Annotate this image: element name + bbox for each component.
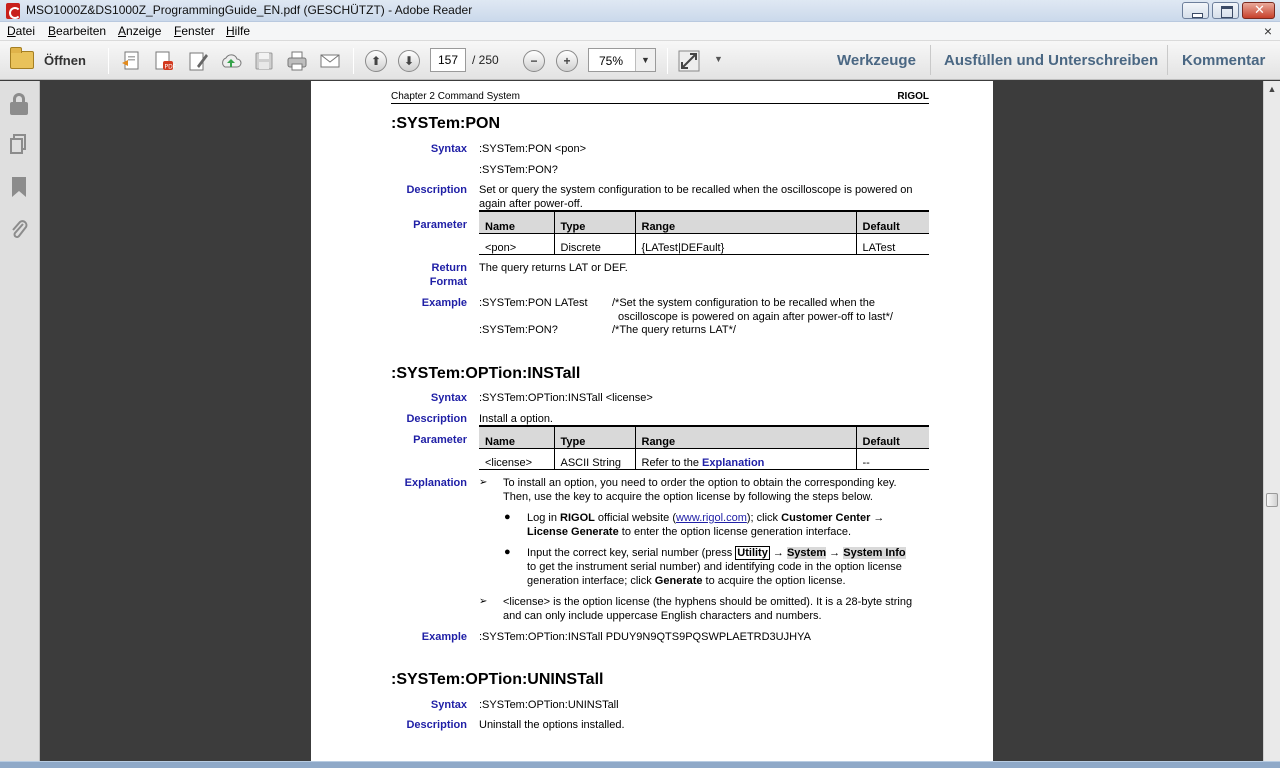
close-document-icon[interactable]: × — [1263, 23, 1272, 39]
zoom-value: 75% — [599, 54, 624, 68]
vertical-scrollbar[interactable] — [1263, 81, 1280, 761]
explanation-line: <license> is the option license (the hyphens should be omitted). It is a 28-byte string — [503, 596, 913, 608]
syntax-label: Syntax — [430, 699, 467, 711]
email-icon[interactable] — [319, 50, 341, 72]
return-text: The query returns LAT or DEF. — [479, 262, 628, 274]
return-label: Return — [431, 262, 467, 274]
table-header: Range — [635, 426, 856, 448]
description-label: Description — [406, 719, 467, 731]
example-label: Example — [421, 297, 467, 309]
adobe-reader-icon — [6, 3, 20, 19]
toolbar-separator — [353, 48, 354, 74]
minimize-button[interactable] — [1182, 2, 1209, 19]
explanation-line: and can only include uppercase English characters and numbers. — [503, 610, 822, 622]
table-header: Default — [856, 211, 929, 233]
menu-datei[interactable]: Datei — [7, 24, 36, 38]
navigation-pane — [0, 81, 40, 768]
parameter-table — [479, 210, 929, 255]
example-label: Example — [421, 631, 467, 643]
fill-and-sign-button[interactable]: Ausfüllen und Unterschreiben — [944, 52, 1159, 69]
description-text: Install a option. — [479, 413, 553, 425]
description-label: Description — [406, 413, 467, 425]
previous-page-button[interactable] — [365, 50, 387, 72]
bullet-line: Input the correct key, serial number (press Utility → System → System Info — [527, 547, 906, 559]
rigol-website-link[interactable]: www.rigol.com — [675, 512, 747, 524]
explanation-line: To install an option, you need to order the option to obtain the corresponding key. — [503, 477, 897, 489]
toolbar-more-icon[interactable]: ▼ — [714, 54, 723, 64]
close-icon: ✕ — [1254, 2, 1265, 17]
scroll-up-icon[interactable]: ▲ — [1267, 84, 1277, 94]
example-comment: /*The query returns LAT*/ — [612, 324, 736, 336]
bookmark-icon[interactable] — [10, 177, 28, 197]
toolbar-separator — [930, 45, 931, 75]
parameter-label: Parameter — [413, 434, 467, 446]
header-rule — [391, 103, 929, 104]
plus-icon: + — [563, 54, 571, 68]
print-icon[interactable] — [286, 50, 308, 72]
table-header: Name — [479, 211, 554, 233]
scroll-thumb[interactable] — [1266, 493, 1278, 507]
page-header-brand: RIGOL — [897, 91, 929, 102]
table-cell: LATest — [856, 233, 929, 254]
example-command: :SYSTem:OPTion:INSTall PDUY9N9QTS9PQSWPLAETRD3UJHYA — [479, 631, 811, 643]
document-viewport[interactable] — [41, 81, 1263, 768]
fit-page-icon[interactable] — [678, 50, 700, 72]
table-row — [479, 233, 929, 254]
explanation-text — [503, 476, 933, 504]
table-cell — [635, 448, 856, 469]
example-command: :SYSTem:PON? — [479, 324, 558, 336]
bullet-text — [527, 546, 931, 588]
toolbar-separator — [667, 48, 668, 74]
syntax-label: Syntax — [430, 392, 467, 404]
arrow-up-icon: ⬆ — [370, 54, 382, 68]
save-icon[interactable] — [253, 50, 275, 72]
table-cell: ASCII String — [554, 448, 635, 469]
next-page-button[interactable] — [398, 50, 420, 72]
attachment-icon[interactable] — [10, 219, 28, 239]
bullet-icon: ● — [504, 511, 511, 523]
window-title: MSO1000Z&DS1000Z_ProgrammingGuide_EN.pdf (GESCHÜTZT) - Adobe Reader — [26, 3, 473, 17]
syntax-text: :SYSTem:PON <pon> — [479, 143, 586, 155]
page-thumbnails-icon[interactable] — [10, 134, 28, 154]
explanation-text — [503, 595, 933, 623]
bullet-line: Log in RIGOL official website (www.rigol.com); click Customer Center → — [527, 512, 885, 524]
syntax-text: :SYSTem:OPTion:UNINSTall — [479, 699, 619, 711]
arrow-bullet-icon: ➢ — [479, 477, 488, 488]
taskbar — [0, 761, 1280, 768]
bullet-text — [527, 511, 931, 539]
arrow-down-icon: ⬇ — [403, 54, 415, 68]
page-total: / 250 — [472, 53, 499, 67]
syntax-text: :SYSTem:OPTion:INSTall <license> — [479, 392, 653, 404]
syntax-label: Syntax — [430, 143, 467, 155]
zoom-out-button[interactable] — [523, 50, 545, 72]
section-title: :SYSTem:PON — [391, 115, 501, 132]
explanation-label: Explanation — [404, 477, 467, 489]
description-text: Uninstall the options installed. — [479, 719, 625, 731]
create-pdf-icon[interactable] — [120, 50, 142, 72]
example-comment: oscilloscope is powered on again after power-off to last*/ — [618, 311, 893, 323]
description-text — [479, 183, 929, 211]
minus-icon: − — [530, 54, 538, 68]
bullet-icon: ● — [504, 546, 511, 558]
example-comment: /*Set the system configuration to be recalled when the — [612, 297, 875, 309]
section-title: :SYSTem:OPTion:INSTall — [391, 365, 581, 382]
description-line: Set or query the system configuration to be recalled when the oscilloscope is powered on — [479, 184, 913, 196]
table-header: Name — [479, 426, 554, 448]
open-folder-icon[interactable] — [10, 51, 34, 69]
table-row — [479, 448, 929, 469]
cloud-upload-icon[interactable] — [220, 50, 242, 72]
svg-text:PDF: PDF — [164, 63, 177, 71]
maximize-button[interactable] — [1212, 2, 1239, 19]
edit-pdf-icon[interactable] — [187, 50, 209, 72]
page-header-chapter: Chapter 2 Command System — [391, 91, 520, 102]
table-cell: <pon> — [479, 233, 554, 254]
chevron-down-icon[interactable]: ▼ — [635, 49, 655, 71]
tools-button[interactable]: Werkzeuge — [837, 52, 916, 69]
table-cell: {LATest|DEFault} — [635, 233, 856, 254]
section-title: :SYSTem:OPTion:UNINSTall — [391, 671, 604, 688]
table-cell: Discrete — [554, 233, 635, 254]
arrow-bullet-icon: ➢ — [479, 596, 488, 607]
parameter-label: Parameter — [413, 219, 467, 231]
table-cell-text: Refer to the — [641, 456, 699, 469]
table-header-row — [479, 211, 929, 233]
pdf-page — [311, 81, 993, 768]
zoom-select[interactable] — [588, 48, 656, 72]
menu-bearbeiten[interactable]: Bearbeiten — [48, 24, 107, 38]
menu-anzeige[interactable]: Anzeige — [118, 24, 162, 38]
export-pdf-icon[interactable] — [153, 50, 175, 72]
bullet-line: License Generate to enter the option license generation interface. — [527, 526, 852, 538]
table-cell: -- — [856, 448, 929, 469]
page-number-input[interactable] — [430, 48, 466, 72]
syntax-text: :SYSTem:PON? — [479, 164, 558, 176]
comment-button[interactable]: Kommentar — [1182, 52, 1266, 69]
toolbar-separator — [108, 48, 109, 74]
toolbar-separator — [1167, 45, 1168, 75]
description-line: again after power-off. — [479, 198, 583, 210]
parameter-table — [479, 425, 929, 470]
table-header: Range — [635, 211, 856, 233]
menu-fenster[interactable]: Fenster — [174, 24, 215, 38]
explanation-link[interactable]: Explanation — [702, 456, 765, 469]
example-command: :SYSTem:PON LATest — [479, 297, 588, 309]
table-header: Default — [856, 426, 929, 448]
format-label: Format — [429, 276, 467, 288]
explanation-line: Then, use the key to acquire the option license by following the steps below. — [503, 491, 873, 503]
menu-hilfe[interactable]: Hilfe — [226, 24, 251, 38]
zoom-in-button[interactable] — [556, 50, 578, 72]
lock-icon[interactable] — [10, 93, 28, 113]
table-header: Type — [554, 426, 635, 448]
table-header: Type — [554, 211, 635, 233]
table-header-row — [479, 426, 929, 448]
title-bar — [0, 0, 1280, 22]
bullet-line: generation interface; click Generate to acquire the option license. — [527, 575, 846, 587]
description-label: Description — [406, 184, 467, 196]
table-cell: <license> — [479, 448, 554, 469]
bullet-line: to get the instrument serial number) and identifying code in the option license — [527, 561, 902, 573]
open-button[interactable]: Öffnen — [44, 53, 86, 68]
menu-bar — [0, 22, 1280, 41]
close-window-button[interactable] — [1242, 2, 1275, 19]
